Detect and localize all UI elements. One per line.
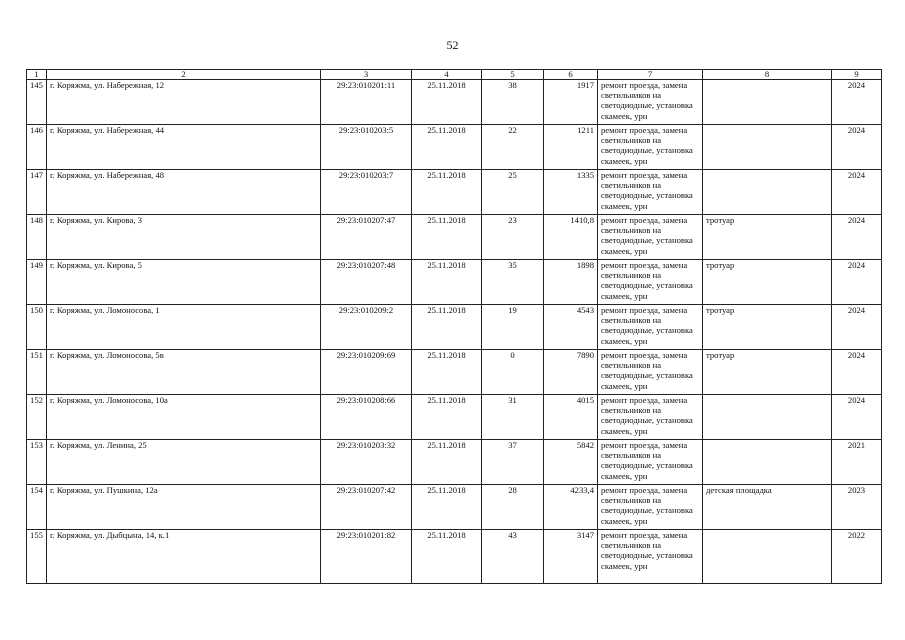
extra-works-cell [703, 530, 832, 584]
works-cell: ремонт проезда, замена светильников на светодиодные, установка скамеек, урн [598, 485, 703, 530]
row-number-cell: 153 [27, 440, 47, 485]
extra-works-cell: тротуар [703, 215, 832, 260]
extra-works-cell [703, 125, 832, 170]
extra-works-cell: тротуар [703, 305, 832, 350]
extra-works-cell: тротуар [703, 350, 832, 395]
address-cell: г. Коряжма, ул. Набережная, 48 [47, 170, 321, 215]
table-row [27, 80, 882, 125]
date-cell: 25.11.2018 [412, 215, 482, 260]
table-row [27, 440, 882, 485]
address-cell: г. Коряжма, ул. Набережная, 44 [47, 125, 321, 170]
row-number-cell: 147 [27, 170, 47, 215]
address-cell: г. Коряжма, ул. Пушкина, 12а [47, 485, 321, 530]
address-cell: г. Коряжма, ул. Ломоносова, 5в [47, 350, 321, 395]
cadastre-number-cell: 29:23:010207:42 [321, 485, 412, 530]
table-row [27, 305, 882, 350]
column-header: 9 [832, 70, 882, 80]
column-5-cell: 25 [482, 170, 544, 215]
column-6-cell: 3147 [544, 530, 598, 584]
works-cell: ремонт проезда, замена светильников на светодиодные, установка скамеек, урн [598, 440, 703, 485]
works-cell: ремонт проезда, замена светильников на светодиодные, установка скамеек, урн [598, 215, 703, 260]
extra-works-cell [703, 395, 832, 440]
works-cell: ремонт проезда, замена светильников на светодиодные, установка скамеек, урн [598, 530, 703, 584]
cadastre-number-cell: 29:23:010207:47 [321, 215, 412, 260]
column-5-cell: 35 [482, 260, 544, 305]
year-cell: 2024 [832, 215, 882, 260]
date-cell: 25.11.2018 [412, 530, 482, 584]
cadastre-number-cell: 29:23:010208:66 [321, 395, 412, 440]
table-row [27, 125, 882, 170]
address-cell: г. Коряжма, ул. Ленина, 25 [47, 440, 321, 485]
cadastre-number-cell: 29:23:010207:48 [321, 260, 412, 305]
works-cell: ремонт проезда, замена светильников на светодиодные, установка скамеек, урн [598, 125, 703, 170]
year-cell: 2024 [832, 170, 882, 215]
column-header: 2 [47, 70, 321, 80]
works-cell: ремонт проезда, замена светильников на светодиодные, установка скамеек, урн [598, 260, 703, 305]
column-6-cell: 1410,8 [544, 215, 598, 260]
column-6-cell: 4543 [544, 305, 598, 350]
row-number-cell: 150 [27, 305, 47, 350]
column-header: 8 [703, 70, 832, 80]
column-header: 6 [544, 70, 598, 80]
date-cell: 25.11.2018 [412, 170, 482, 215]
row-number-cell: 145 [27, 80, 47, 125]
column-5-cell: 38 [482, 80, 544, 125]
column-6-cell: 7890 [544, 350, 598, 395]
date-cell: 25.11.2018 [412, 485, 482, 530]
column-header: 1 [27, 70, 47, 80]
year-cell: 2021 [832, 440, 882, 485]
year-cell: 2024 [832, 305, 882, 350]
cadastre-number-cell: 29:23:010201:82 [321, 530, 412, 584]
column-6-cell: 1917 [544, 80, 598, 125]
row-number-cell: 154 [27, 485, 47, 530]
works-cell: ремонт проезда, замена светильников на светодиодные, установка скамеек, урн [598, 170, 703, 215]
cadastre-number-cell: 29:23:010201:11 [321, 80, 412, 125]
address-cell: г. Коряжма, ул. Кирова, 3 [47, 215, 321, 260]
table-row [27, 530, 882, 584]
column-header: 5 [482, 70, 544, 80]
table-row [27, 260, 882, 305]
row-number-cell: 152 [27, 395, 47, 440]
column-5-cell: 37 [482, 440, 544, 485]
column-header: 3 [321, 70, 412, 80]
row-number-cell: 146 [27, 125, 47, 170]
extra-works-cell [703, 170, 832, 215]
date-cell: 25.11.2018 [412, 80, 482, 125]
table-row [27, 350, 882, 395]
year-cell: 2023 [832, 485, 882, 530]
table-row [27, 485, 882, 530]
column-6-cell: 1335 [544, 170, 598, 215]
column-5-cell: 43 [482, 530, 544, 584]
extra-works-cell [703, 80, 832, 125]
column-5-cell: 22 [482, 125, 544, 170]
address-cell: г. Коряжма, ул. Дыбцына, 14, к.1 [47, 530, 321, 584]
row-number-cell: 148 [27, 215, 47, 260]
date-cell: 25.11.2018 [412, 350, 482, 395]
date-cell: 25.11.2018 [412, 305, 482, 350]
works-cell: ремонт проезда, замена светильников на светодиодные, установка скамеек, урн [598, 80, 703, 125]
row-number-cell: 151 [27, 350, 47, 395]
column-6-cell: 1898 [544, 260, 598, 305]
date-cell: 25.11.2018 [412, 440, 482, 485]
address-cell: г. Коряжма, ул. Кирова, 5 [47, 260, 321, 305]
year-cell: 2024 [832, 395, 882, 440]
date-cell: 25.11.2018 [412, 395, 482, 440]
page-number: 52 [446, 38, 459, 52]
extra-works-cell: детская площадка [703, 485, 832, 530]
cadastre-number-cell: 29:23:010203:7 [321, 170, 412, 215]
register-table [26, 69, 882, 584]
cadastre-number-cell: 29:23:010209:69 [321, 350, 412, 395]
column-5-cell: 19 [482, 305, 544, 350]
column-5-cell: 31 [482, 395, 544, 440]
year-cell: 2024 [832, 125, 882, 170]
column-6-cell: 4233,4 [544, 485, 598, 530]
date-cell: 25.11.2018 [412, 260, 482, 305]
cadastre-number-cell: 29:23:010203:32 [321, 440, 412, 485]
table-row [27, 215, 882, 260]
year-cell: 2024 [832, 80, 882, 125]
row-number-cell: 149 [27, 260, 47, 305]
column-5-cell: 23 [482, 215, 544, 260]
column-5-cell: 28 [482, 485, 544, 530]
address-cell: г. Коряжма, ул. Набережная, 12 [47, 80, 321, 125]
column-number-row [27, 70, 882, 80]
year-cell: 2022 [832, 530, 882, 584]
works-cell: ремонт проезда, замена светильников на светодиодные, установка скамеек, урн [598, 305, 703, 350]
year-cell: 2024 [832, 260, 882, 305]
cadastre-number-cell: 29:23:010203:5 [321, 125, 412, 170]
extra-works-cell: тротуар [703, 260, 832, 305]
row-number-cell: 155 [27, 530, 47, 584]
column-header: 7 [598, 70, 703, 80]
address-cell: г. Коряжма, ул. Ломоносова, 10а [47, 395, 321, 440]
column-5-cell: 0 [482, 350, 544, 395]
column-header: 4 [412, 70, 482, 80]
date-cell: 25.11.2018 [412, 125, 482, 170]
year-cell: 2024 [832, 350, 882, 395]
extra-works-cell [703, 440, 832, 485]
column-6-cell: 1211 [544, 125, 598, 170]
cadastre-number-cell: 29:23:010209:2 [321, 305, 412, 350]
address-cell: г. Коряжма, ул. Ломоносова, 1 [47, 305, 321, 350]
column-6-cell: 5842 [544, 440, 598, 485]
works-cell: ремонт проезда, замена светильников на светодиодные, установка скамеек, урн [598, 350, 703, 395]
table-row [27, 395, 882, 440]
works-cell: ремонт проезда, замена светильников на светодиодные, установка скамеек, урн [598, 395, 703, 440]
column-6-cell: 4015 [544, 395, 598, 440]
table-row [27, 170, 882, 215]
